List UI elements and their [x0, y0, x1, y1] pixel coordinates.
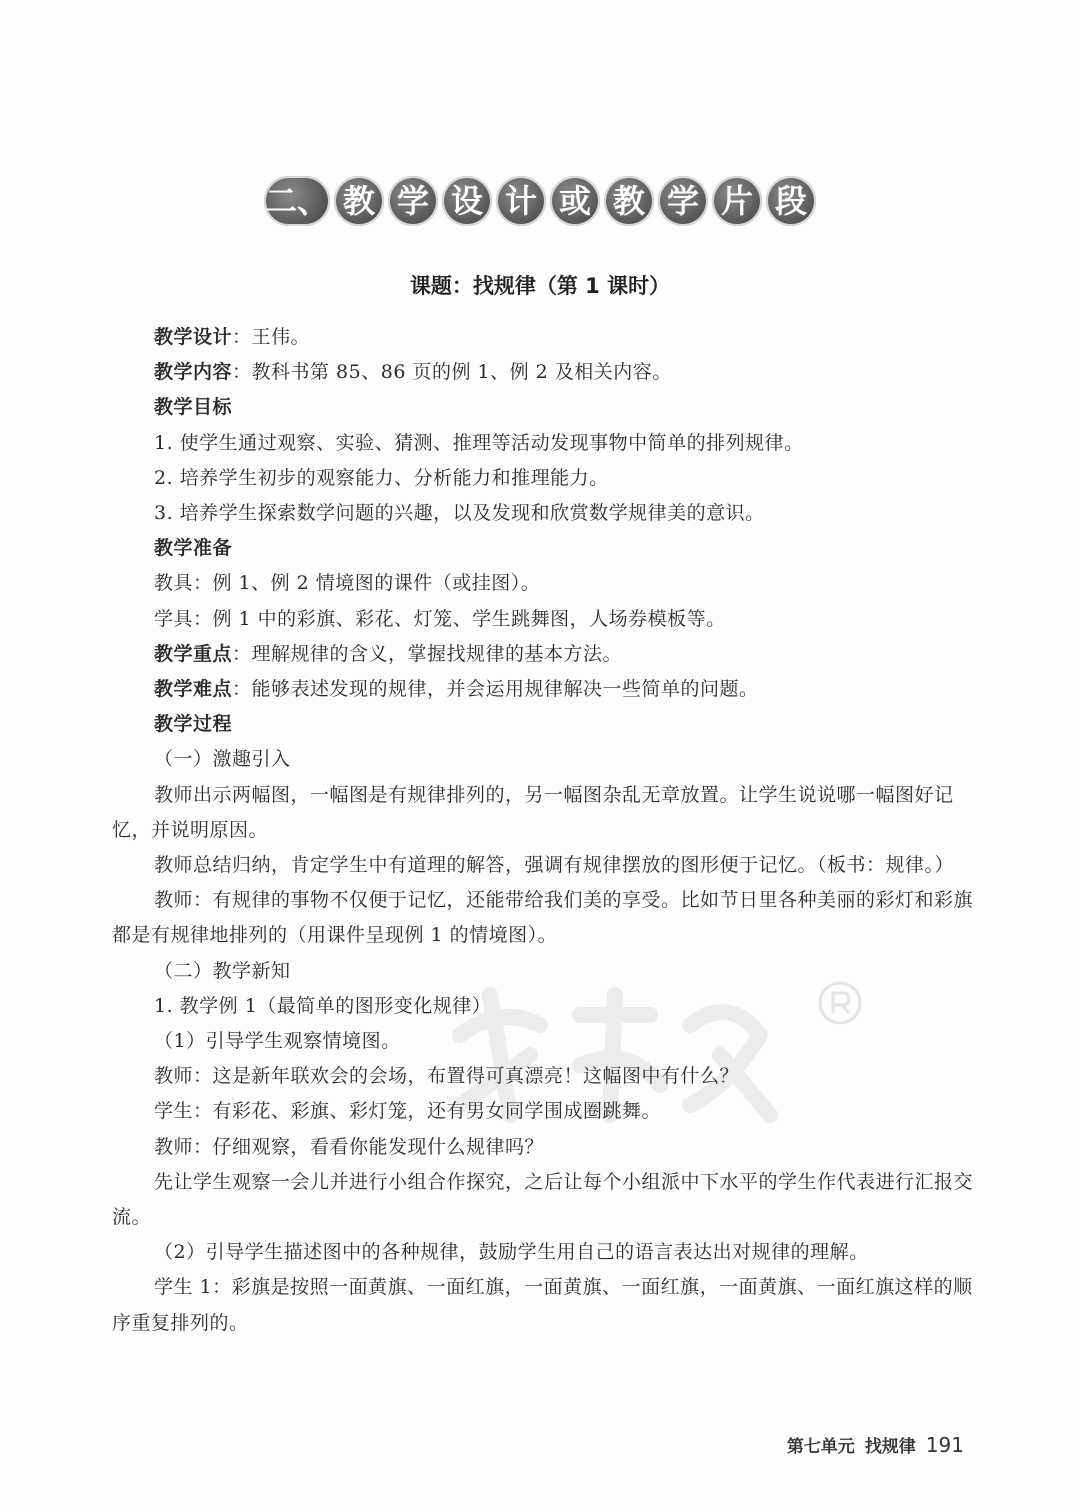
footer-topic: 找规律 — [864, 1437, 916, 1457]
content-text: ：教科书第 85、86 页的例 1、例 2 及相关内容。 — [232, 361, 672, 384]
heading-badge: 计 — [496, 176, 546, 226]
paragraph: 先让学生观察一会儿并进行小组合作探究，之后让每个小组派中下水平的学生作代表进行汇报交流。 — [112, 1170, 974, 1229]
paragraph: （1）引导学生观察情境图。 — [154, 1030, 401, 1053]
goals-heading: 教学目标 — [154, 396, 233, 419]
content-label: 教学内容 — [154, 361, 233, 384]
heading-badge: 教 — [604, 176, 654, 226]
page-number: 191 — [925, 1433, 964, 1457]
difficulty-label: 教学难点 — [154, 678, 233, 701]
key-point-line — [112, 637, 974, 672]
section-heading — [0, 176, 1080, 226]
prep-item: 教具：例 1、例 2 情境图的课件（或挂图）。 — [154, 572, 541, 595]
process-heading: 教学过程 — [154, 713, 233, 736]
heading-badge: 二、 — [264, 176, 330, 226]
paragraph: 学生：有彩花、彩旗、彩灯笼，还有男女同学围成圈跳舞。 — [154, 1100, 662, 1123]
paragraph: 教师：仔细观察，看看你能发现什么规律吗？ — [154, 1135, 545, 1158]
paragraph: 学生 1：彩旗是按照一面黄旗、一面红旗，一面黄旗、一面红旗，一面黄旗、一面红旗这样的顺序重复排列的。 — [112, 1276, 973, 1334]
goal-item: 1. 使学生通过观察、实验、猜测、推理等活动发现事物中简单的排列规律。 — [154, 431, 804, 454]
difficulty-text: ：能够表述发现的规律，并会运用规律解决一些简单的问题。 — [232, 678, 759, 701]
heading-badge: 片 — [712, 176, 762, 226]
heading-badge: 学 — [658, 176, 708, 226]
prep-item: 学具：例 1 中的彩旗、彩花、灯笼、学生跳舞图，人场券模板等。 — [154, 607, 726, 630]
paragraph: 教师总结归纳，肯定学生中有道理的解答，强调有规律摆放的图形便于记忆。（板书：规律。） — [154, 854, 955, 877]
heading-badge: 或 — [550, 176, 600, 226]
goal-item: 3. 培养学生探索数学问题的兴趣，以及发现和欣赏数学规律美的意识。 — [154, 502, 765, 525]
design-text: ：王伟。 — [232, 326, 311, 348]
lesson-title: 课题：找规律（第 1 课时） — [409, 274, 671, 298]
key-point-text: ：理解规律的含义，掌握找规律的基本方法。 — [232, 642, 623, 665]
part1-heading: （一）激趣引入 — [154, 748, 291, 771]
part2-heading: （二）教学新知 — [154, 959, 291, 982]
page-footer — [787, 1432, 964, 1457]
content-line — [112, 355, 974, 390]
heading-badge: 设 — [442, 176, 492, 226]
paragraph: （2）引导学生描述图中的各种规律，鼓励学生用自己的语言表达出对规律的理解。 — [154, 1241, 869, 1264]
paragraph: 教师：有规律的事物不仅便于记忆，还能带给我们美的享受。比如节日里各种美丽的彩灯和彩旗都是有规律地排列的（用课件呈现例 1 的情境图）。 — [112, 889, 974, 947]
paragraph: 1. 教学例 1（最简单的图形变化规律） — [154, 994, 492, 1017]
paragraph: 教师出示两幅图，一幅图是有规律排列的，另一幅图杂乱无章放置。让学生说说哪一幅图好记忆，并说明原因。 — [112, 783, 954, 841]
footer-unit: 第七单元 — [786, 1437, 855, 1457]
heading-badge: 学 — [388, 176, 438, 226]
difficulty-line — [112, 672, 974, 707]
lesson-body — [112, 320, 974, 1341]
key-point-label: 教学重点 — [154, 642, 233, 665]
prep-heading: 教学准备 — [154, 537, 233, 560]
heading-badge: 教 — [334, 176, 384, 226]
goal-item: 2. 培养学生初步的观察能力、分析能力和推理能力。 — [154, 466, 609, 489]
heading-badge: 段 — [766, 176, 816, 226]
design-line — [112, 320, 974, 355]
paragraph: 教师：这是新年联欢会的会场，布置得可真漂亮！这幅图中有什么？ — [154, 1065, 740, 1088]
design-label: 教学设计 — [154, 326, 233, 348]
